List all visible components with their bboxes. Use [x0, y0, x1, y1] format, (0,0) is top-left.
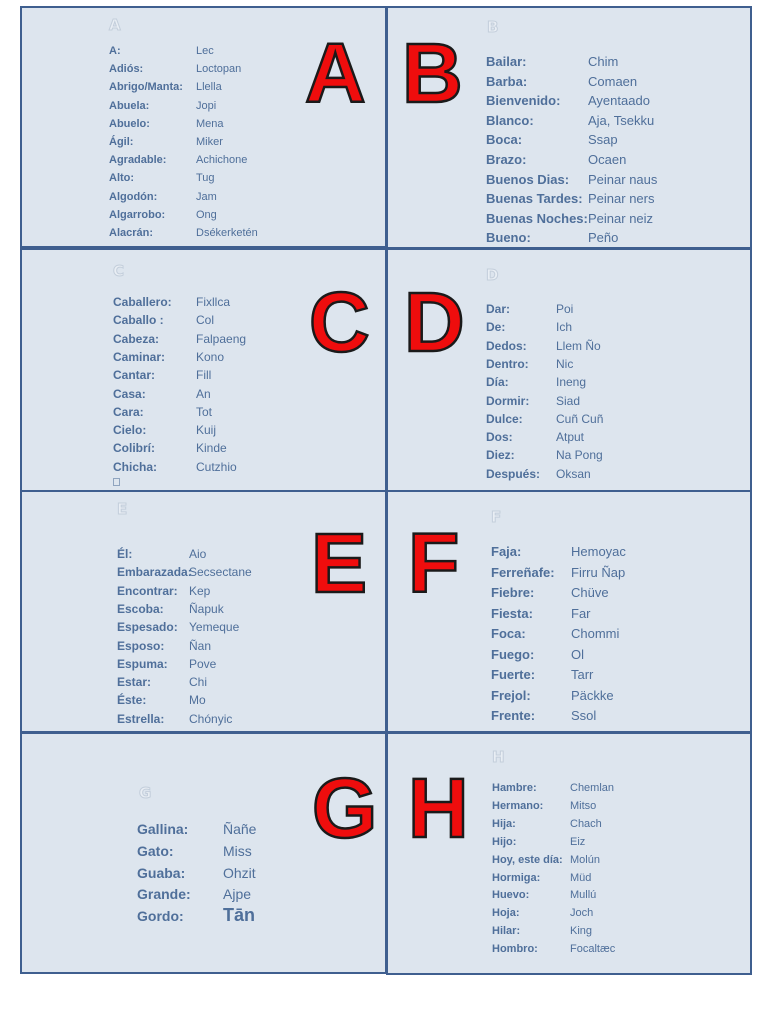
- translation: Ñapuk: [189, 601, 224, 616]
- faint-letter: E: [117, 500, 128, 518]
- translation: Miker: [196, 136, 223, 148]
- translation: Molún: [570, 853, 600, 866]
- translation: Peinar ners: [588, 191, 655, 207]
- translation: Chommi: [571, 626, 620, 641]
- spanish-word: Dulce:: [486, 411, 523, 426]
- small-marker-icon: [113, 478, 120, 486]
- card-e: [20, 490, 387, 733]
- translation: Llella: [196, 81, 222, 94]
- spanish-word: Blanco:: [486, 112, 534, 128]
- spanish-word: Escoba:: [117, 601, 164, 616]
- faint-letter: H: [492, 748, 505, 766]
- spanish-word: Dentro:: [486, 356, 529, 371]
- big-letter: H: [408, 761, 469, 855]
- spanish-word: Dedos:: [486, 338, 527, 353]
- spanish-word: Esposo:: [117, 638, 165, 653]
- spanish-word: Faja:: [491, 544, 522, 559]
- big-letter: C: [309, 275, 370, 369]
- spanish-word: Gato:: [137, 842, 174, 859]
- spanish-word: Hoja:: [492, 907, 520, 920]
- translation: Kuij: [196, 423, 217, 438]
- spanish-word: Hilar:: [492, 925, 521, 938]
- spanish-word: Dos:: [486, 430, 513, 445]
- big-letter: E: [311, 516, 368, 610]
- translation: Chüve: [571, 585, 609, 600]
- spanish-word: Hombro:: [492, 943, 538, 956]
- spanish-word: Hoy, este día:: [492, 853, 563, 866]
- translation: Hemoyac: [571, 544, 626, 559]
- spanish-word: Algarrobo:: [109, 208, 166, 221]
- translation: Ajpe: [223, 886, 252, 903]
- translation: Mitso: [570, 799, 597, 812]
- translation: Yemeque: [189, 620, 240, 635]
- card-f: [386, 490, 752, 733]
- spanish-word: Alto:: [109, 172, 135, 185]
- spanish-word: Fiebre:: [491, 585, 535, 600]
- faint-letter: C: [113, 262, 125, 280]
- spanish-word: Caminar:: [113, 349, 166, 364]
- spanish-word: Diez:: [486, 448, 515, 463]
- translation: Miss: [223, 842, 252, 859]
- translation: Chemlan: [570, 782, 615, 794]
- faint-letter: A: [109, 16, 121, 34]
- spanish-word: Abrigo/Manta:: [109, 81, 183, 94]
- faint-letter: D: [486, 266, 499, 284]
- translation: Aio: [189, 547, 207, 561]
- spanish-word: Bienvenido:: [486, 93, 561, 109]
- spanish-word: Fuerte:: [491, 667, 536, 682]
- spanish-word: Caballo :: [113, 313, 164, 328]
- faint-letter: B: [487, 18, 499, 36]
- spanish-word: Éste:: [117, 693, 147, 708]
- translation: Peinar naus: [588, 171, 658, 187]
- spanish-word: Estrella:: [117, 711, 165, 726]
- translation: Siad: [556, 393, 581, 408]
- spanish-word: Boca:: [486, 132, 523, 148]
- card-g: [20, 732, 387, 974]
- translation: Cuñ Cuñ: [556, 411, 604, 426]
- translation: Ñan: [189, 638, 212, 653]
- spanish-word: Encontrar:: [117, 583, 178, 598]
- translation: King: [570, 925, 593, 938]
- translation: Aja, Tsekku: [588, 112, 655, 128]
- translation: Mo: [189, 693, 206, 708]
- translation: Dsékerketén: [196, 227, 258, 239]
- spanish-word: Agradable:: [109, 154, 167, 167]
- translation: Ayentaado: [588, 93, 650, 109]
- spanish-word: Colibrí:: [113, 441, 155, 456]
- card-d: [386, 248, 752, 492]
- translation: Tān: [223, 905, 256, 926]
- translation: Col: [196, 313, 215, 328]
- translation: Lec: [196, 45, 214, 57]
- translation: An: [196, 386, 211, 401]
- spanish-word: Estar:: [117, 675, 152, 690]
- translation: Tug: [196, 172, 215, 185]
- translation: Nic: [556, 356, 574, 371]
- translation: Chach: [570, 817, 602, 830]
- spanish-word: Caballero:: [113, 295, 172, 309]
- translation: Mullú: [570, 889, 597, 902]
- spanish-word: Hermano:: [492, 799, 544, 812]
- translation: Chim: [588, 54, 619, 69]
- card-b: [386, 6, 752, 249]
- translation: Oksan: [556, 466, 591, 481]
- translation: Joch: [570, 907, 594, 920]
- spanish-word: Abuela:: [109, 99, 150, 112]
- spanish-word: Fiesta:: [491, 605, 533, 621]
- spanish-word: Día:: [486, 375, 509, 390]
- translation: Kep: [189, 583, 211, 598]
- translation: Ich: [556, 320, 573, 335]
- translation: Llem Ño: [556, 338, 601, 353]
- spanish-word: Buenas Noches:: [486, 210, 588, 226]
- translation: Kono: [196, 349, 225, 364]
- spanish-word: Gallina:: [137, 821, 189, 837]
- spanish-word: Buenos Dias:: [486, 171, 570, 187]
- spanish-word: Cantar:: [113, 368, 156, 383]
- spanish-word: Cielo:: [113, 423, 147, 438]
- translation: Poi: [556, 302, 574, 316]
- translation: Falpaeng: [196, 331, 247, 346]
- spanish-word: A:: [109, 45, 121, 57]
- translation: Ssap: [588, 132, 618, 148]
- translation: Mena: [196, 117, 224, 130]
- spanish-word: Dormir:: [486, 393, 530, 408]
- translation: Eiz: [570, 835, 586, 848]
- big-letter: D: [404, 275, 465, 369]
- translation: Far: [571, 605, 591, 621]
- spanish-word: Gordo:: [137, 908, 184, 925]
- translation: Ohzit: [223, 864, 256, 881]
- spanish-word: Bailar:: [486, 54, 527, 69]
- translation: Tot: [196, 404, 213, 419]
- spanish-word: Alacrán:: [109, 227, 154, 239]
- translation: Tarr: [571, 667, 594, 682]
- spanish-word: Frejol:: [491, 687, 531, 703]
- spanish-word: Espuma:: [117, 656, 168, 671]
- translation: Jam: [196, 190, 217, 203]
- spanish-word: Después:: [486, 466, 541, 481]
- card-a: [20, 6, 387, 248]
- spanish-word: Algodón:: [109, 190, 158, 203]
- spanish-word: Bueno:: [486, 230, 531, 246]
- translation: Ineng: [556, 375, 587, 390]
- faint-letter: F: [491, 508, 502, 526]
- spanish-word: Hija:: [492, 817, 516, 830]
- spanish-word: Guaba:: [137, 864, 186, 881]
- translation: Secsectane: [189, 565, 252, 580]
- spanish-word: Frente:: [491, 708, 536, 723]
- translation: Jopi: [196, 99, 217, 112]
- big-letter: B: [402, 26, 463, 120]
- translation: Ocaen: [588, 152, 627, 167]
- big-letter: A: [305, 26, 366, 120]
- card-c: [20, 248, 387, 492]
- translation: Ssol: [571, 708, 597, 723]
- card-h: [386, 732, 752, 975]
- translation: Pove: [189, 656, 217, 671]
- spanish-word: De:: [486, 320, 506, 335]
- spanish-word: Abuelo:: [109, 117, 150, 130]
- spanish-word: Adiós:: [109, 63, 144, 76]
- translation: Comaen: [588, 73, 638, 89]
- spanish-word: Foca:: [491, 626, 526, 641]
- translation: Firru Ñap: [571, 564, 626, 580]
- big-letter: G: [312, 761, 378, 855]
- spanish-word: Huevo:: [492, 889, 530, 902]
- spanish-word: Hormiga:: [492, 871, 541, 884]
- translation: Focaltæc: [570, 943, 616, 956]
- translation: Päckke: [571, 687, 614, 703]
- spanish-word: Ferreñafe:: [491, 564, 555, 580]
- spanish-word: Grande:: [137, 886, 191, 903]
- translation: Ong: [196, 208, 217, 221]
- spanish-word: Hijo:: [492, 835, 517, 848]
- spanish-word: Ágil:: [109, 136, 134, 148]
- spanish-word: Fuego:: [491, 646, 535, 662]
- translation: Fill: [196, 368, 212, 383]
- spanish-word: Barba:: [486, 73, 528, 89]
- spanish-word: Cabeza:: [113, 331, 160, 346]
- spanish-word: Embarazada:: [117, 565, 192, 580]
- spanish-word: Dar:: [486, 302, 511, 316]
- translation: Achichone: [196, 154, 248, 167]
- translation: Ñañe: [223, 821, 257, 837]
- spanish-word: Buenas Tardes:: [486, 191, 583, 207]
- spanish-word: Cara:: [113, 404, 144, 419]
- translation: Chi: [189, 675, 208, 690]
- translation: Ol: [571, 646, 584, 662]
- translation: Fixllca: [196, 295, 231, 309]
- big-letter: F: [408, 516, 460, 610]
- translation: Chónyic: [189, 711, 233, 726]
- translation: Atput: [556, 430, 585, 445]
- spanish-word: Casa:: [113, 386, 146, 401]
- spanish-word: Hambre:: [492, 782, 537, 794]
- translation: Peño: [588, 230, 619, 246]
- faint-letter: G: [139, 784, 152, 802]
- translation: Kinde: [196, 441, 227, 456]
- spanish-word: Chicha:: [113, 459, 158, 474]
- translation: Cutzhio: [196, 459, 237, 474]
- translation: Loctopan: [196, 63, 242, 76]
- translation: Müd: [570, 871, 592, 884]
- spanish-word: Él:: [117, 547, 133, 561]
- spanish-word: Brazo:: [486, 152, 527, 167]
- spanish-word: Espesado:: [117, 620, 178, 635]
- translation: Na Pong: [556, 448, 603, 463]
- translation: Peinar neiz: [588, 210, 654, 226]
